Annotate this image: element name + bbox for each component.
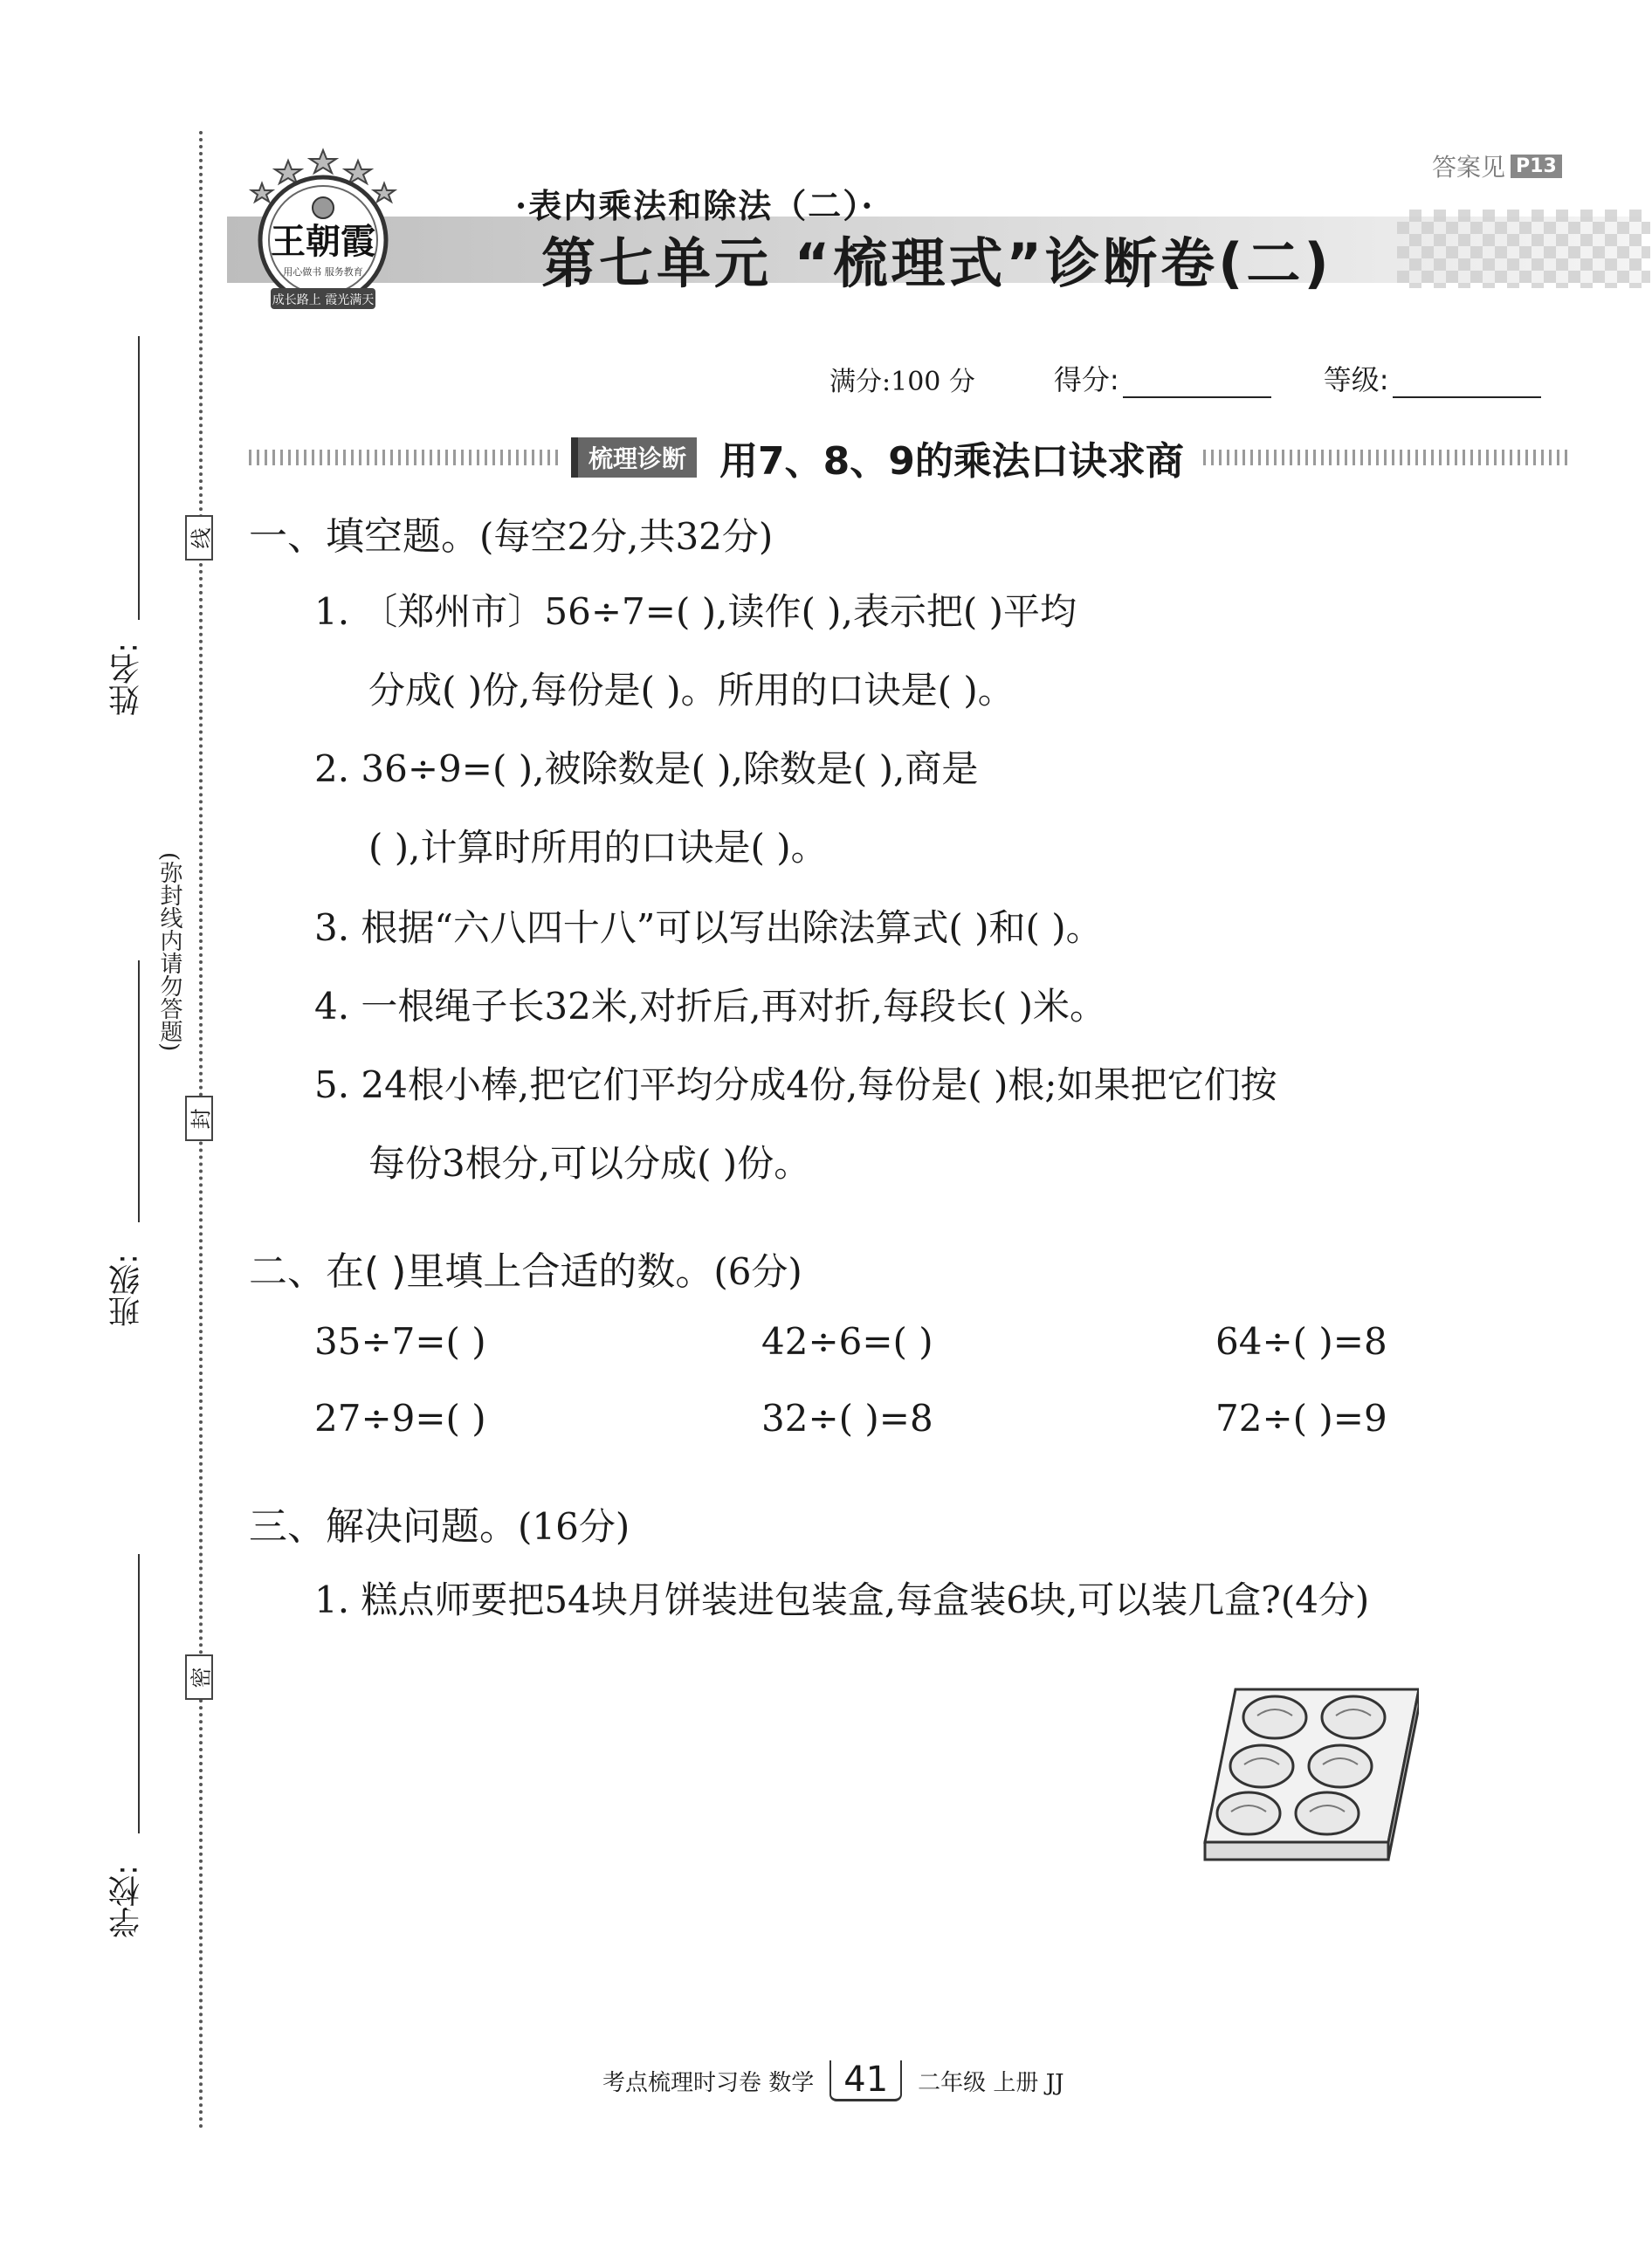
checker-decoration [1397, 210, 1650, 288]
answer-ref-label: 答案见 [1432, 153, 1506, 182]
page-title: 第七单元 “梳理式”诊断卷(二) [541, 231, 1332, 295]
question-3-1: 1. 糕点师要把54块月饼装进包装盒,每盒装6块,可以装几盒?(4分) [314, 1578, 1370, 1621]
section1-heading: 一、填空题。(每空2分,共32分) [249, 514, 774, 559]
score-row [829, 358, 1573, 398]
mooncake-box-illustration [1201, 1681, 1419, 1864]
calc-item[interactable]: 72÷( )=9 [1215, 1397, 1387, 1440]
binding-mark-line: 线 [185, 515, 213, 561]
grade-blank[interactable] [1393, 367, 1541, 398]
banner-hatch-left [249, 450, 559, 465]
grade-label: 等级: [1323, 363, 1389, 396]
unit-subtitle: ·表内乘法和除法（二）· [515, 186, 875, 225]
question-1-2-line2[interactable]: ( ),计算时所用的口诀是( )。 [368, 826, 828, 869]
banner-title: 用7、8、9的乘法口诀求商 [719, 439, 1184, 484]
question-1-1-line2[interactable]: 分成( )份,每份是( )。所用的口诀是( )。 [368, 669, 1015, 712]
wangzhaoxia-logo [236, 140, 410, 314]
section-banner [249, 437, 1567, 484]
svg-text:成长路上 霞光满天: 成长路上 霞光满天 [272, 293, 375, 307]
question-1-1-line1[interactable]: 1. 〔郑州市〕56÷7=( ),读作( ),表示把( )平均 [314, 590, 1077, 633]
score-label: 得分: [1053, 363, 1119, 396]
class-field-label: 班级: [108, 1253, 145, 1327]
banner-tag: 梳理诊断 [571, 437, 697, 478]
calc-item[interactable]: 42÷6=( ) [761, 1320, 933, 1363]
class-line [138, 960, 140, 1222]
page-footer [602, 2060, 1064, 2101]
page-number: 41 [829, 2060, 902, 2101]
calc-item[interactable]: 64÷( )=8 [1215, 1320, 1387, 1363]
footer-book-info: 考点梳理时习卷 数学 [602, 2070, 815, 2096]
name-line [138, 336, 140, 620]
school-line [138, 1554, 140, 1833]
section3-heading: 三、解决问题。(16分) [249, 1504, 630, 1549]
question-1-3[interactable]: 3. 根据“六八四十八”可以写出除法算式( )和( )。 [314, 906, 1103, 949]
binding-mark-seal: 封 [185, 1096, 213, 1141]
question-1-5-line2[interactable]: 每份3根分,可以分成( )份。 [368, 1142, 811, 1185]
name-field-label: 姓名: [108, 642, 145, 716]
full-score: 满分:100 分 [829, 367, 975, 397]
svg-text:用心做书 服务教育: 用心做书 服务教育 [283, 266, 363, 278]
binding-mark-secret: 密 [185, 1654, 213, 1700]
question-1-5-line1[interactable]: 5. 24根小棒,把它们平均分成4份,每份是( )根;如果把它们按 [314, 1063, 1277, 1106]
section2-heading: 二、在( )里填上合适的数。(6分) [249, 1249, 802, 1294]
footer-grade-info: 二年级 上册 JJ [918, 2070, 1064, 2096]
svg-text:王朝霞: 王朝霞 [271, 221, 375, 262]
calc-item[interactable]: 35÷7=( ) [314, 1320, 486, 1363]
school-field-label: 学校: [108, 1864, 145, 1938]
calc-item[interactable]: 27÷9=( ) [314, 1397, 486, 1440]
score-blank[interactable] [1123, 367, 1271, 398]
banner-hatch-right [1203, 450, 1567, 465]
question-1-4[interactable]: 4. 一根绳子长32米,对折后,再对折,每段长( )米。 [314, 985, 1107, 1028]
answer-reference [1432, 148, 1562, 183]
answer-ref-page-tag: P13 [1511, 155, 1562, 178]
binding-warning-note: (弥封线内请勿答题) [156, 851, 182, 1052]
calc-item[interactable]: 32÷( )=8 [761, 1397, 933, 1440]
question-1-2-line1[interactable]: 2. 36÷9=( ),被除数是( ),除数是( ),商是 [314, 747, 979, 790]
